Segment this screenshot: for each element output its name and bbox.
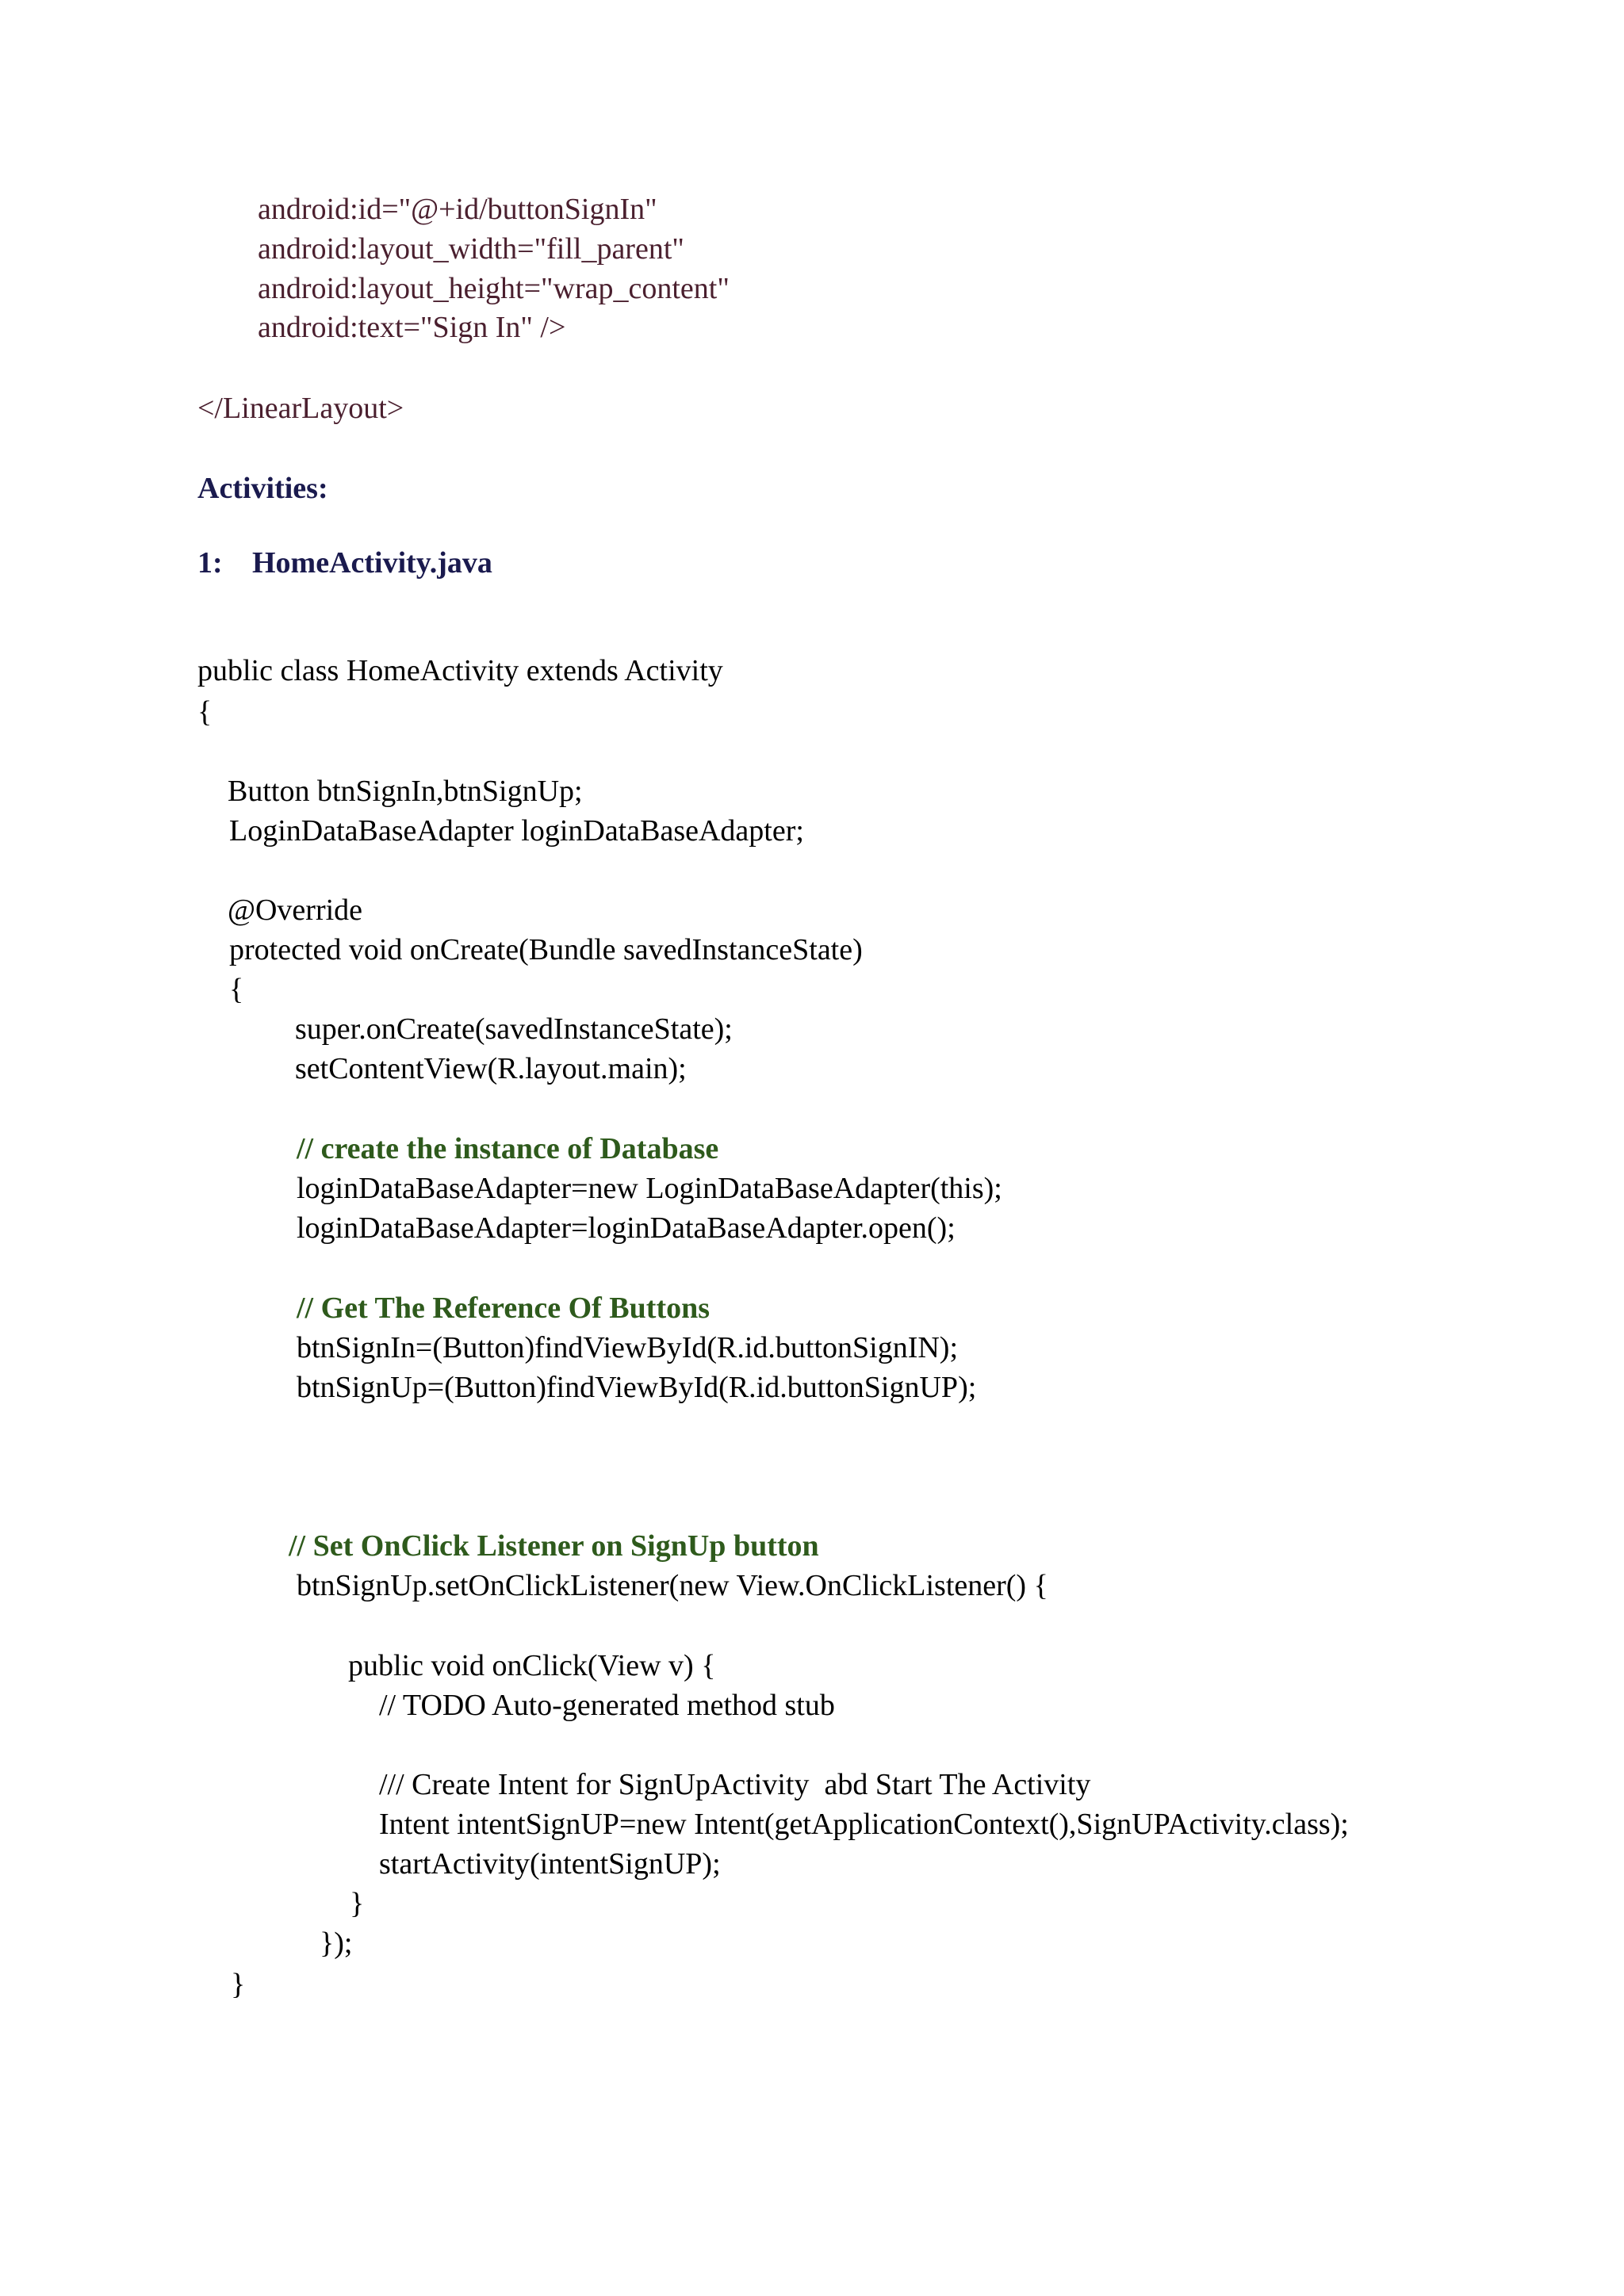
start-activity-call: startActivity(intentSignUP);: [379, 1847, 721, 1881]
xml-attr-layout-height: android:layout_height="wrap_content": [258, 272, 730, 305]
comment-create-database: // create the instance of Database: [297, 1132, 719, 1165]
adapter-instantiation: loginDataBaseAdapter=new LoginDataBaseAdapter(this);: [297, 1172, 1002, 1205]
set-content-view: setContentView(R.layout.main);: [295, 1052, 687, 1085]
xml-attr-layout-width: android:layout_width="fill_parent": [258, 232, 684, 266]
onclick-declaration: public void onClick(View v) {: [348, 1649, 716, 1682]
file-number: 1:: [197, 546, 223, 580]
xml-attr-text: android:text="Sign In" />: [258, 311, 566, 344]
file-name-heading: HomeActivity.java: [252, 546, 492, 580]
class-open-brace: {: [197, 695, 213, 729]
comment-set-listener: // Set OnClick Listener on SignUp button: [289, 1529, 819, 1563]
intent-comment: /// Create Intent for SignUpActivity abd Start The Activity: [379, 1768, 1091, 1801]
class-declaration: public class HomeActivity extends Activity: [197, 654, 723, 687]
adapter-open: loginDataBaseAdapter=loginDataBaseAdapter.open();: [297, 1211, 956, 1245]
find-signup-button: btnSignUp=(Button)findViewById(R.id.buttonSignUP);: [297, 1371, 977, 1404]
method-close-brace: }: [231, 1968, 246, 2001]
method-open-brace: {: [229, 973, 244, 1006]
find-signin-button: btnSignIn=(Button)findViewById(R.id.buttonSignIN);: [297, 1331, 959, 1364]
super-oncreate-call: super.onCreate(savedInstanceState);: [295, 1012, 733, 1046]
set-onclick-listener: btnSignUp.setOnClickListener(new View.OnClickListener() {: [297, 1569, 1048, 1602]
xml-attr-id: android:id="@+id/buttonSignIn": [258, 193, 657, 226]
xml-close-tag: </LinearLayout>: [197, 392, 404, 425]
listener-close: });: [320, 1927, 353, 1960]
todo-comment: // TODO Auto-generated method stub: [379, 1689, 835, 1722]
field-adapter: LoginDataBaseAdapter loginDataBaseAdapter;: [229, 814, 804, 848]
field-buttons: Button btnSignIn,btnSignUp;: [228, 775, 583, 808]
comment-get-buttons: // Get The Reference Of Buttons: [297, 1292, 710, 1325]
oncreate-declaration: protected void onCreate(Bundle savedInstanceState): [229, 933, 863, 966]
intent-creation: Intent intentSignUP=new Intent(getApplicationContext(),SignUPActivity.class);: [379, 1808, 1349, 1841]
activities-heading: Activities:: [197, 472, 328, 505]
onclick-close-brace: }: [350, 1887, 365, 1920]
override-annotation: @Override: [228, 894, 363, 927]
